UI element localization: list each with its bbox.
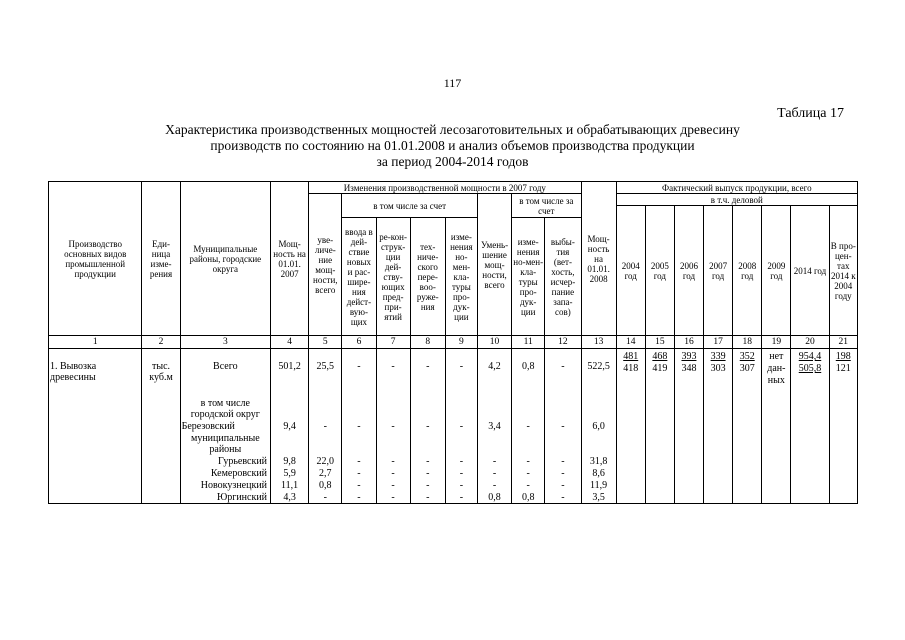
value-cell: 9,4 bbox=[271, 420, 309, 432]
value-cell: - bbox=[477, 479, 511, 491]
header-increase-by: в том числе за счет bbox=[342, 194, 478, 218]
header-year-2014: 2014 год bbox=[791, 206, 829, 336]
header-nomenclature-inc: изме-нения но-мен-кла-туры про-дук-ции bbox=[445, 218, 477, 336]
column-number: 6 bbox=[342, 336, 376, 349]
value-cell: 501,2 bbox=[271, 349, 309, 397]
value-cell: - bbox=[376, 349, 410, 397]
output-total: 393 bbox=[681, 351, 697, 362]
output-cell bbox=[704, 349, 733, 397]
output-cell bbox=[645, 349, 674, 397]
value-cell: 3,4 bbox=[477, 420, 511, 432]
value-cell: 11,1 bbox=[271, 479, 309, 491]
value-cell bbox=[376, 397, 410, 420]
value-cell bbox=[581, 432, 616, 455]
value-cell: - bbox=[545, 349, 581, 397]
header-year-2005: 2005 год bbox=[645, 206, 674, 336]
value-cell: - bbox=[342, 479, 376, 491]
value-cell: 8,6 bbox=[581, 467, 616, 479]
value-cell: - bbox=[376, 455, 410, 467]
header-row bbox=[49, 182, 858, 194]
column-number: 9 bbox=[445, 336, 477, 349]
area-cell: Юргинский bbox=[180, 491, 270, 504]
column-number: 13 bbox=[581, 336, 616, 349]
header-decrease-total: Умень-шение мощ-ности, всего bbox=[477, 194, 511, 336]
output-cell bbox=[733, 349, 762, 397]
header-area: Муниципальные районы, городские округа bbox=[180, 182, 270, 336]
title-line: производств по состоянию на 01.01.2008 и анализ объемов производства продукции bbox=[210, 138, 695, 153]
header-year-2009: 2009 год bbox=[762, 206, 791, 336]
output-cell bbox=[674, 349, 703, 397]
column-number: 7 bbox=[376, 336, 410, 349]
value-cell: - bbox=[512, 420, 545, 432]
column-number: 11 bbox=[512, 336, 545, 349]
value-cell: - bbox=[410, 479, 445, 491]
value-cell: - bbox=[512, 455, 545, 467]
value-cell: - bbox=[376, 479, 410, 491]
output-cell bbox=[762, 349, 791, 397]
value-cell: 4,3 bbox=[271, 491, 309, 504]
header-year-2008: 2008 год bbox=[733, 206, 762, 336]
value-cell: 0,8 bbox=[512, 349, 545, 397]
header-decrease-by: в том числе за счет bbox=[512, 194, 581, 218]
header-product: Производство основных видов промышленной продукции bbox=[49, 182, 142, 336]
header-retirement: выбы-тия (вет-хость, исчер-пание запа-сов) bbox=[545, 218, 581, 336]
column-number: 2 bbox=[142, 336, 180, 349]
header-reequipment: тех-ниче-ского пере-воо-руже-ния bbox=[410, 218, 445, 336]
area-cell: муниципальные районы bbox=[180, 432, 270, 455]
value-cell bbox=[271, 432, 309, 455]
table-row bbox=[49, 420, 858, 432]
value-cell: - bbox=[410, 455, 445, 467]
value-cell bbox=[545, 432, 581, 455]
output-fraction bbox=[652, 351, 667, 375]
value-cell: - bbox=[410, 467, 445, 479]
output-fraction bbox=[740, 351, 755, 375]
column-number: 21 bbox=[829, 336, 857, 349]
value-cell: - bbox=[445, 479, 477, 491]
capacity-table-wrapper bbox=[48, 181, 858, 504]
header-unit: Еди-ница изме-рения bbox=[142, 182, 180, 336]
column-number: 20 bbox=[791, 336, 829, 349]
page-number: 117 bbox=[443, 76, 462, 90]
output-fraction bbox=[623, 351, 638, 375]
value-cell: 5,9 bbox=[271, 467, 309, 479]
output-business: 418 bbox=[623, 363, 639, 374]
column-number: 19 bbox=[762, 336, 791, 349]
value-cell: 0,8 bbox=[512, 491, 545, 504]
value-cell: - bbox=[376, 420, 410, 432]
output-business: 307 bbox=[739, 363, 755, 374]
column-number: 4 bbox=[271, 336, 309, 349]
header-year-2004: 2004 год bbox=[616, 206, 645, 336]
table-row bbox=[49, 467, 858, 479]
value-cell bbox=[512, 397, 545, 420]
area-cell: Березовский bbox=[180, 420, 270, 432]
output-fraction bbox=[836, 351, 851, 375]
output-fraction bbox=[681, 351, 696, 375]
value-cell: - bbox=[445, 491, 477, 504]
page-title bbox=[0, 122, 905, 170]
value-cell: - bbox=[309, 491, 342, 504]
table-row bbox=[49, 491, 858, 504]
table-row bbox=[49, 397, 858, 420]
column-number: 14 bbox=[616, 336, 645, 349]
value-cell: - bbox=[342, 349, 376, 397]
value-cell: - bbox=[410, 420, 445, 432]
column-number: 8 bbox=[410, 336, 445, 349]
value-cell: - bbox=[545, 467, 581, 479]
output-total: 352 bbox=[739, 351, 755, 362]
capacity-table bbox=[48, 181, 858, 504]
value-cell: 11,9 bbox=[581, 479, 616, 491]
value-cell: - bbox=[512, 467, 545, 479]
value-cell: - bbox=[309, 420, 342, 432]
output-business: 505,8 bbox=[798, 363, 822, 374]
output-total: 339 bbox=[710, 351, 726, 362]
column-number: 17 bbox=[704, 336, 733, 349]
output-fraction bbox=[711, 351, 726, 375]
value-cell bbox=[512, 432, 545, 455]
area-cell: Кемеровский bbox=[180, 467, 270, 479]
header-percent-2014-2004: В про-цен-тах 2014 к 2004 году bbox=[829, 206, 857, 336]
value-cell bbox=[342, 432, 376, 455]
value-cell bbox=[271, 397, 309, 420]
value-cell bbox=[477, 397, 511, 420]
value-cell: 522,5 bbox=[581, 349, 616, 397]
value-cell bbox=[410, 397, 445, 420]
column-number: 3 bbox=[180, 336, 270, 349]
value-cell: - bbox=[342, 420, 376, 432]
output-fraction bbox=[799, 351, 822, 375]
header-year-2007: 2007 год bbox=[704, 206, 733, 336]
value-cell bbox=[342, 397, 376, 420]
value-cell bbox=[445, 397, 477, 420]
column-number: 12 bbox=[545, 336, 581, 349]
header-increase-total: уве-личе-ние мощ-ности, всего bbox=[309, 194, 342, 336]
table-label: Таблица 17 bbox=[777, 106, 844, 121]
column-number: 16 bbox=[674, 336, 703, 349]
value-cell: - bbox=[410, 491, 445, 504]
value-cell: - bbox=[477, 455, 511, 467]
output-business: 348 bbox=[681, 363, 697, 374]
output-cell bbox=[829, 349, 857, 397]
header-reconstruction: ре-кон-струк-ции дей-ству-ющих пред-при-ятий bbox=[376, 218, 410, 336]
header-changes-2007: Изменения производственной мощности в 2007 году bbox=[309, 182, 581, 194]
value-cell: - bbox=[545, 491, 581, 504]
value-cell bbox=[410, 432, 445, 455]
value-cell: - bbox=[342, 467, 376, 479]
value-cell: 2,7 bbox=[309, 467, 342, 479]
header-incl-business: в т.ч. деловой bbox=[616, 194, 857, 206]
value-cell: 31,8 bbox=[581, 455, 616, 467]
value-cell bbox=[445, 432, 477, 455]
column-number: 5 bbox=[309, 336, 342, 349]
column-number: 15 bbox=[645, 336, 674, 349]
value-cell: - bbox=[445, 467, 477, 479]
header-actual-output: Фактический выпуск продукции, всего bbox=[616, 182, 857, 194]
value-cell: 22,0 bbox=[309, 455, 342, 467]
table-row bbox=[49, 479, 858, 491]
value-cell: - bbox=[410, 349, 445, 397]
header-capacity-2008: Мощ-ность на 01.01. 2008 bbox=[581, 182, 616, 336]
output-business: 303 bbox=[710, 363, 726, 374]
value-cell bbox=[376, 432, 410, 455]
value-cell: - bbox=[342, 455, 376, 467]
value-cell: 3,5 bbox=[581, 491, 616, 504]
value-cell: 9,8 bbox=[271, 455, 309, 467]
value-cell: - bbox=[512, 479, 545, 491]
output-cell bbox=[616, 349, 645, 397]
column-number: 1 bbox=[49, 336, 142, 349]
value-cell: 0,8 bbox=[309, 479, 342, 491]
value-cell: - bbox=[376, 467, 410, 479]
column-number-row bbox=[49, 336, 858, 349]
value-cell: 0,8 bbox=[477, 491, 511, 504]
output-business: 419 bbox=[652, 363, 668, 374]
header-capacity-2007: Мощ-ность на 01.01. 2007 bbox=[271, 182, 309, 336]
table-row bbox=[49, 455, 858, 467]
value-cell: 6,0 bbox=[581, 420, 616, 432]
value-cell bbox=[309, 397, 342, 420]
value-cell: - bbox=[545, 455, 581, 467]
area-cell: в том числе городской округ bbox=[180, 397, 270, 420]
value-cell: - bbox=[445, 420, 477, 432]
value-cell bbox=[309, 432, 342, 455]
value-cell: - bbox=[376, 491, 410, 504]
column-number: 18 bbox=[733, 336, 762, 349]
value-cell: - bbox=[445, 349, 477, 397]
unit-cell: тыс. куб.м bbox=[142, 349, 180, 397]
header-year-2006: 2006 год bbox=[674, 206, 703, 336]
value-cell: - bbox=[545, 479, 581, 491]
area-cell: Всего bbox=[180, 349, 270, 397]
product-cell: 1. Вывозка древесины bbox=[49, 349, 142, 397]
value-cell: - bbox=[445, 455, 477, 467]
output-percent-total: 198 bbox=[835, 351, 851, 362]
value-cell: - bbox=[342, 491, 376, 504]
header-nomenclature-dec: изме-нения но-мен-кла-туры про-дук-ции bbox=[512, 218, 545, 336]
output-total: 468 bbox=[652, 351, 668, 362]
title-line: Характеристика производственных мощностей лесозаготовительных и обрабатывающих древесину bbox=[165, 122, 740, 137]
area-cell: Новокузнецкий bbox=[180, 479, 270, 491]
output-no-data: нет дан-ных bbox=[767, 351, 786, 386]
title-line: за период 2004-2014 годов bbox=[376, 154, 529, 169]
table-row bbox=[49, 432, 858, 455]
column-number: 10 bbox=[477, 336, 511, 349]
value-cell bbox=[477, 432, 511, 455]
header-new-commissioning: ввода в дей-ствие новых и рас-шире-ния дейст-вую-щих bbox=[342, 218, 376, 336]
output-cell bbox=[791, 349, 829, 397]
output-total: 954,4 bbox=[798, 351, 822, 362]
value-cell bbox=[581, 397, 616, 420]
output-total: 481 bbox=[623, 351, 639, 362]
table-row-total bbox=[49, 349, 858, 397]
value-cell: - bbox=[545, 420, 581, 432]
value-cell bbox=[545, 397, 581, 420]
value-cell: - bbox=[477, 467, 511, 479]
value-cell: 4,2 bbox=[477, 349, 511, 397]
area-cell: Гурьевский bbox=[180, 455, 270, 467]
output-percent-business: 121 bbox=[835, 363, 851, 374]
value-cell: 25,5 bbox=[309, 349, 342, 397]
